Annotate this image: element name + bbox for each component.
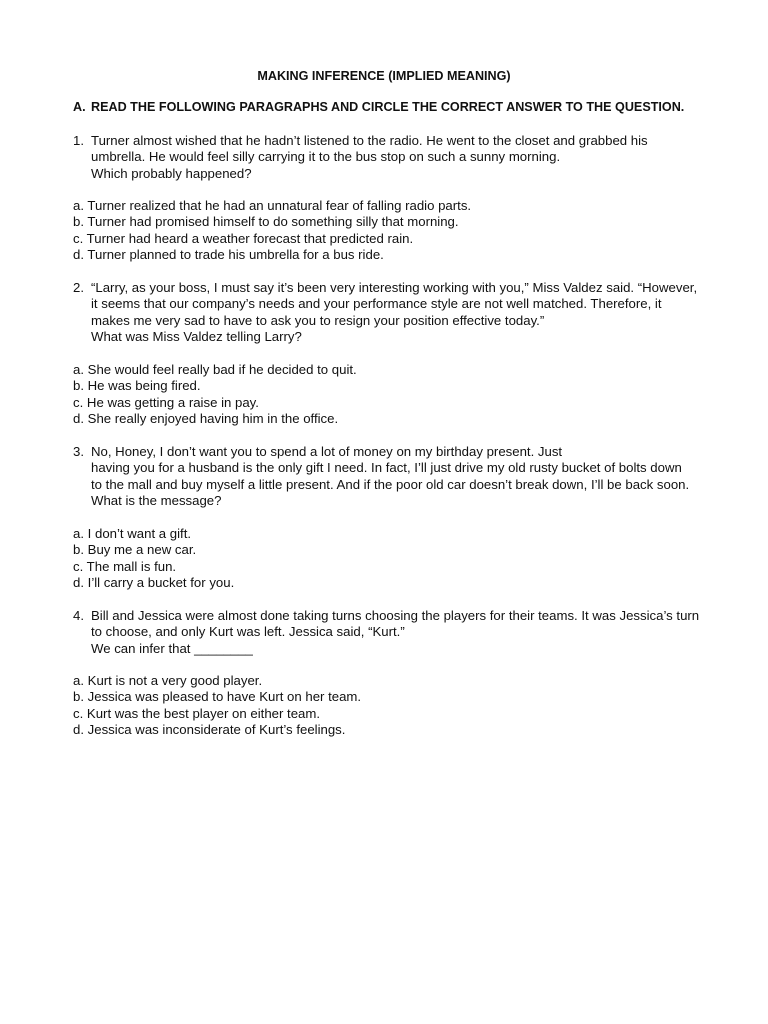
question-line: umbrella. He would feel silly carrying it to the bus stop on such a sunny morning. [91, 149, 561, 165]
answer-option[interactable]: a. I don’t want a gift. [73, 526, 192, 541]
question-4 [73, 608, 713, 657]
question-line: Bill and Jessica were almost done taking turns choosing the players for their teams. It was Jessica’s turn [91, 608, 700, 623]
answer-option[interactable]: a. She would feel really bad if he decided to quit. [73, 362, 357, 377]
answer-option[interactable]: d. She really enjoyed having him in the office. [73, 411, 339, 427]
question-text [91, 444, 713, 510]
page-title: MAKING INFERENCE (IMPLIED MEANING) [257, 69, 511, 83]
question-line: to choose, and only Kurt was left. Jessica said, “Kurt.” [91, 624, 405, 640]
question-prompt: We can infer that ________ [91, 640, 253, 656]
answer-option[interactable]: c. He was getting a raise in pay. [73, 394, 259, 410]
question-3 [73, 444, 713, 510]
answer-option[interactable]: d. Jessica was inconsiderate of Kurt’s feelings. [73, 722, 346, 738]
answer-option[interactable]: b. Turner had promised himself to do something silly that morning. [73, 214, 459, 230]
question-2 [73, 280, 713, 346]
question-line: “Larry, as your boss, I must say it’s been very interesting working with you,” Miss Valdez said. “However, [91, 280, 698, 295]
answer-options-3 [73, 526, 234, 592]
question-number: 1. [73, 133, 84, 148]
answer-option[interactable]: c. The mall is fun. [73, 558, 177, 574]
section-instruction [73, 99, 684, 115]
question-line: Turner almost wished that he hadn’t listened to the radio. He went to the closet and grabbed his [91, 133, 648, 148]
answer-option[interactable]: b. Jessica was pleased to have Kurt on her team. [73, 689, 362, 705]
question-prompt: Which probably happened? [91, 165, 252, 181]
question-line: it seems that our company’s needs and your performance style are not well matched. Therefore, it [91, 296, 662, 312]
question-line: makes me very sad to have to ask you to resign your position effective today.” [91, 312, 545, 328]
question-text [91, 280, 713, 346]
question-text [91, 608, 713, 657]
question-line: No, Honey, I don’t want you to spend a lot of money on my birthday present. Just [91, 444, 563, 459]
question-number: 3. [73, 444, 84, 459]
answer-option[interactable]: d. Turner planned to trade his umbrella for a bus ride. [73, 247, 384, 263]
answer-options-1 [73, 198, 471, 264]
question-prompt: What is the message? [91, 493, 222, 509]
answer-options-4 [73, 673, 361, 739]
answer-option[interactable]: d. I’ll carry a bucket for you. [73, 575, 235, 591]
question-line: to the mall and buy myself a little present. And if the poor old car doesn’t break down, I’ll be back soon. [91, 476, 690, 492]
question-line: having you for a husband is the only gift I need. In fact, I’ll just drive my old rusty bucket of bolts down [91, 460, 682, 476]
question-1 [73, 133, 713, 182]
answer-option[interactable]: c. Kurt was the best player on either team. [73, 705, 321, 721]
answer-option[interactable]: b. He was being fired. [73, 378, 201, 394]
answer-option[interactable]: c. Turner had heard a weather forecast that predicted rain. [73, 230, 414, 246]
answer-option[interactable]: b. Buy me a new car. [73, 542, 197, 558]
question-prompt: What was Miss Valdez telling Larry? [91, 329, 302, 345]
question-number: 4. [73, 608, 84, 623]
instruction-text: READ THE FOLLOWING PARAGRAPHS AND CIRCLE THE CORRECT ANSWER TO THE QUESTION. [91, 100, 685, 114]
question-number: 2. [73, 280, 84, 295]
answer-options-2 [73, 362, 357, 428]
answer-option[interactable]: a. Kurt is not a very good player. [73, 673, 263, 688]
question-text [91, 133, 713, 182]
answer-option[interactable]: a. Turner realized that he had an unnatural fear of falling radio parts. [73, 198, 472, 213]
section-letter: A. [73, 100, 86, 114]
